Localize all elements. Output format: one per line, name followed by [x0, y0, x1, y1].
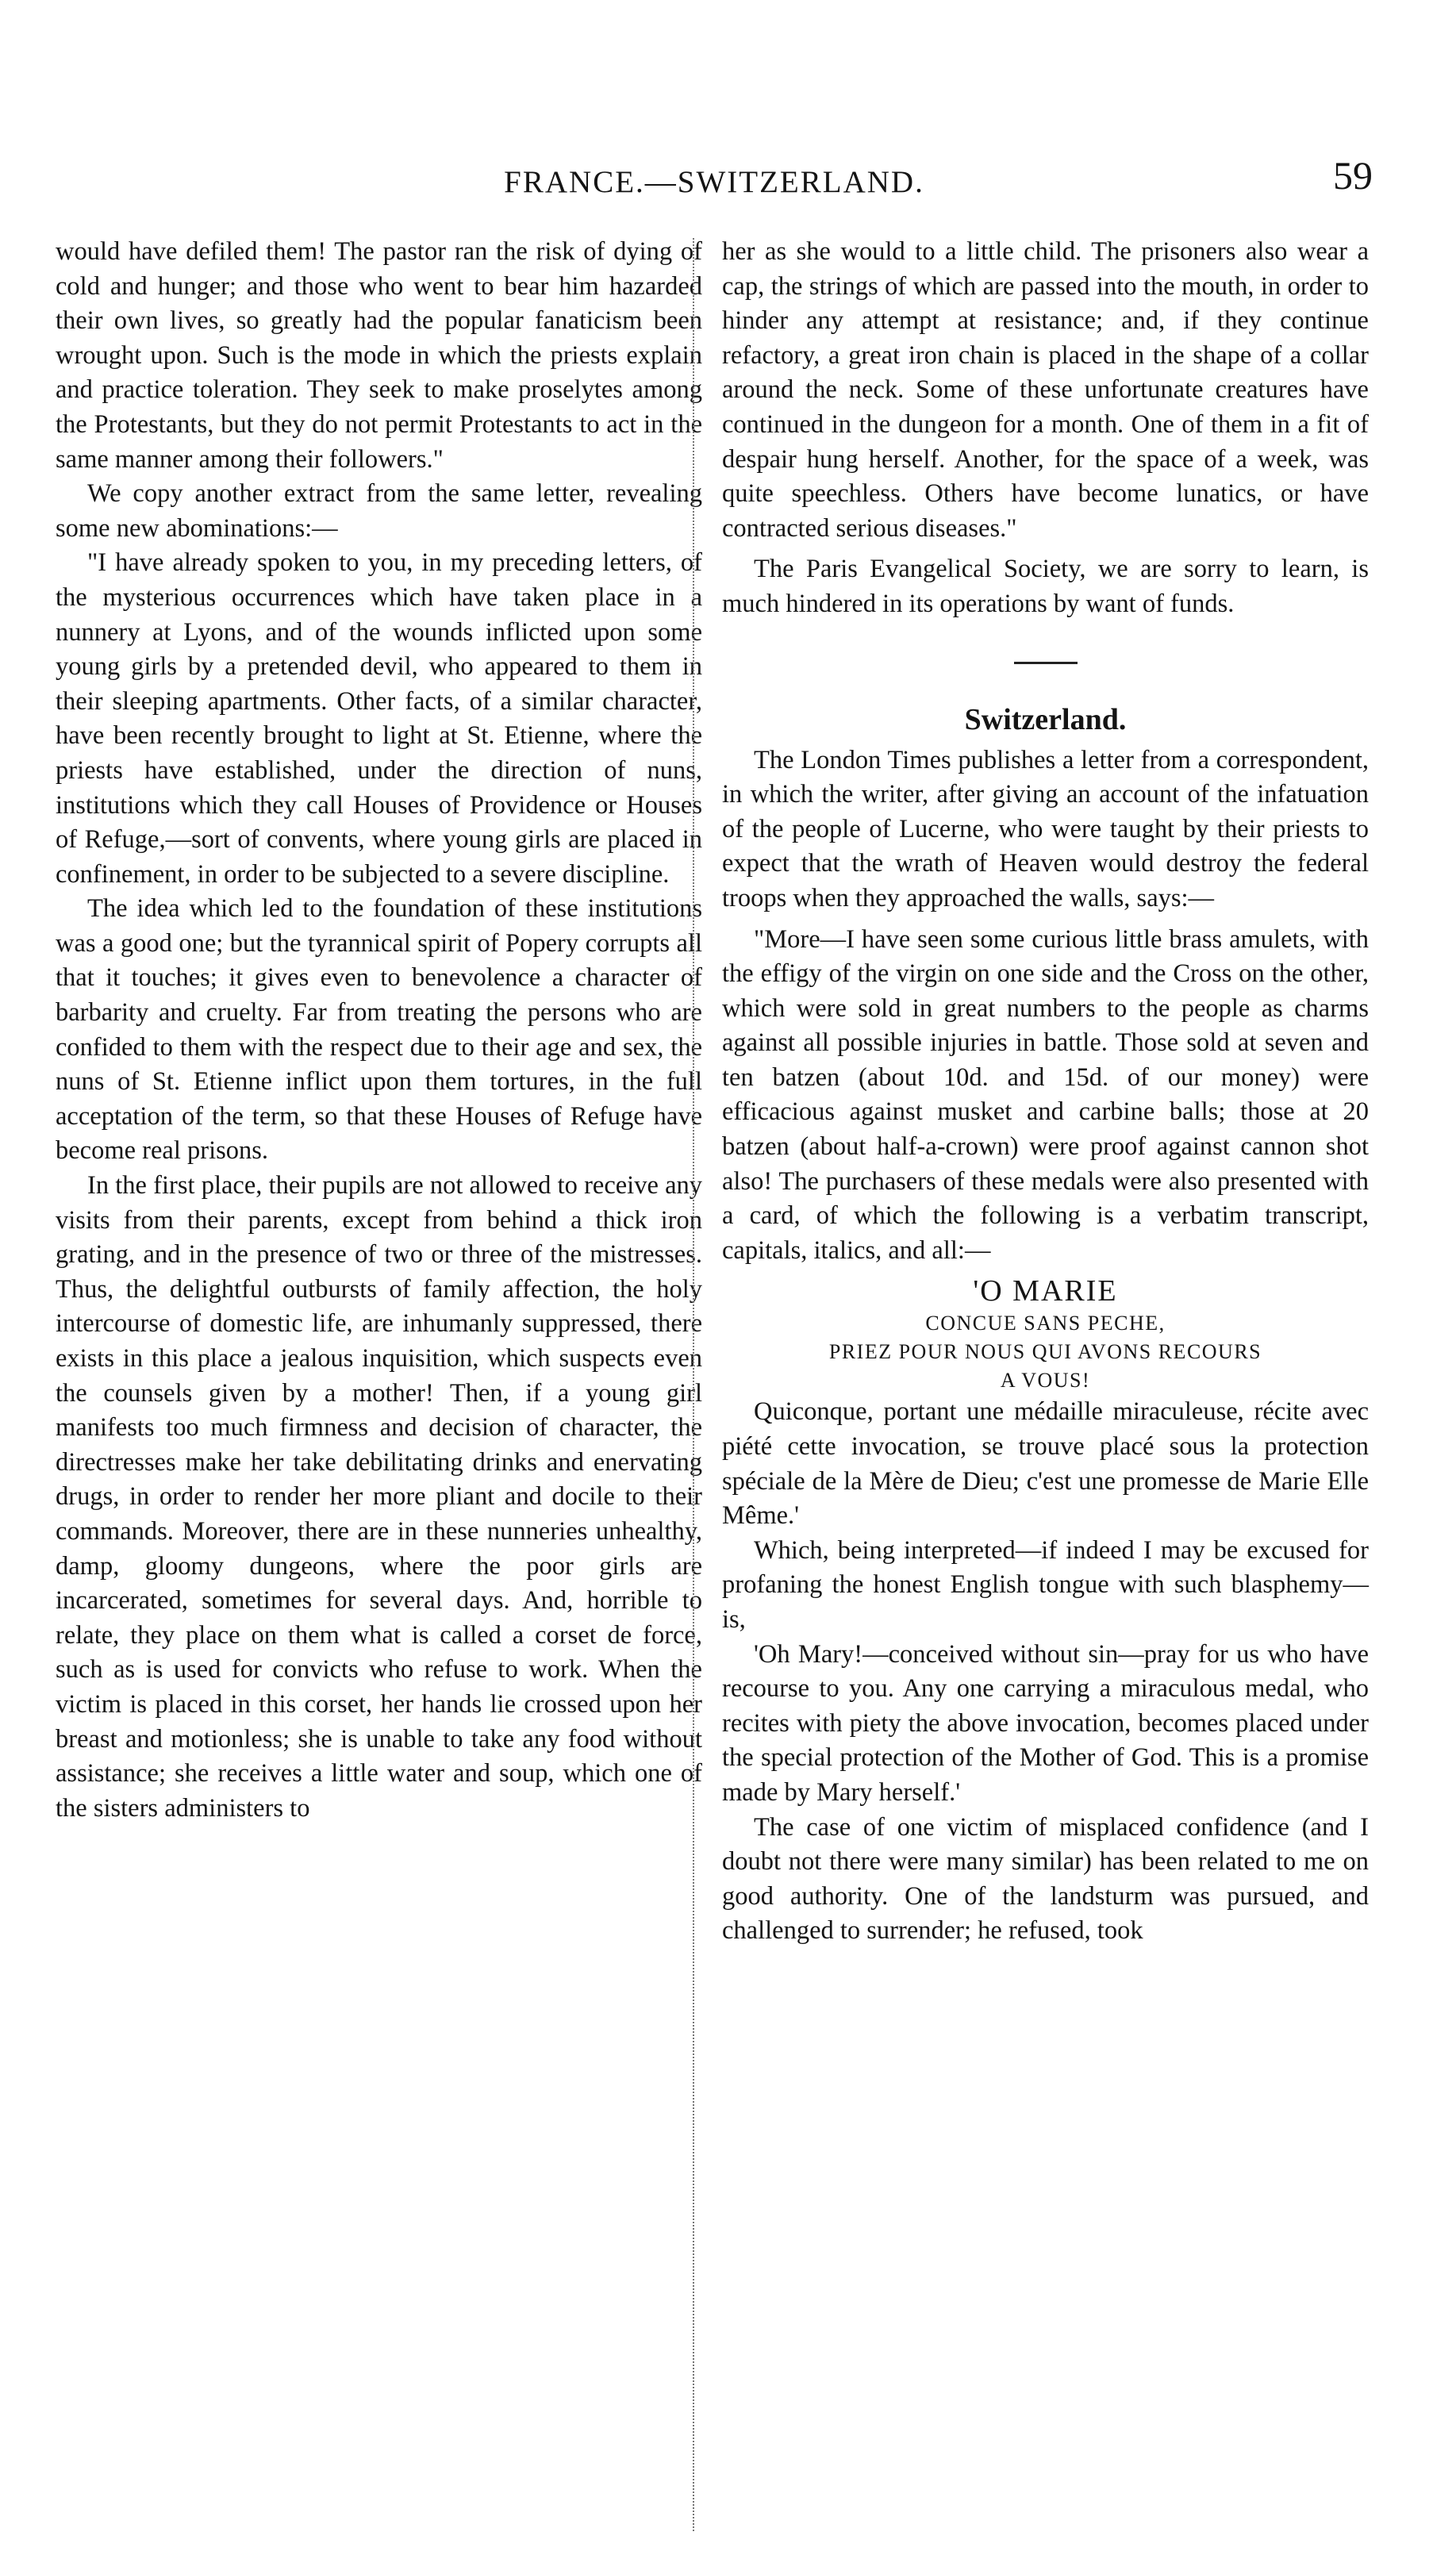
right-column [722, 235, 1369, 1949]
column-divider [693, 238, 694, 2531]
paragraph: "More—I have seen some curious little brass amulets, with the effigy of the virgin on one side and the Cross on the other, which were sold in great numbers to the people as charms against all possible injuries in battle. Those sold at seven and ten batzen (about 10d. and 15d. of our money) were efficacious against musket and carbine balls; those at 20 batzen (about half-a-crown) were proof against cannon shot also! The purchasers of these medals were also presented with a card, of which the following is a verbatim transcript, capitals, italics, and all:— [722, 924, 1369, 1265]
prayer-line: CONCUE SANS PECHE, [925, 1312, 1166, 1335]
paragraph: In the first place, their pupils are not allowed to receive any visits from their parents, except from behind a thick iron grating, and in the presence of two or three of the mistresses. Thus, the delightful outbursts of family affection, the holy intercourse of domestic life, are inhumanly suppressed, there exists in this place a jealous inquisition, which suspects even the counsels given by a mother! Then, if a young girl manifests too much firmness and decision of character, the directresses make her take debilitating drinks and enervating drugs, in order to render her more pliant and docile to their commands. Moreover, there are in these nunneries unhealthy, damp, gloomy dungeons, where the poor girls are incarcerated, sometimes for several days. And, horrible to relate, they place on them what is called a corset de force, such as is used for convicts who refuse to work. When the victim is placed in this corset, her hands lie crossed upon her breast and motionless; she is unable to take any food without assistance; she receives a little water and soup, which one of the sisters administers to [56, 1171, 702, 1823]
paragraph: her as she would to a little child. The prisoners also wear a cap, the strings of which are passed into the mouth, in order to hinder any attempt at resistance; and, if they continue refactory, a great iron chain is placed in the shape of a collar around the neck. Some of these unfortunate creatures have continued in the dungeon for a month. One of them in a fit of despair hung herself. Another, for the space of a week, was quite speechless. Others have become lunatics, or have contracted serious diseases." [722, 237, 1369, 543]
page-number: 59 [1333, 153, 1373, 198]
paragraph: "I have already spoken to you, in my preceding letters, of the mysterious occurrences which have taken place in a nunnery at Lyons, and of the wounds inflicted upon some young girls by a pretended devil, who appeared to them in their sleeping apartments. Other facts, of a similar character, have been recently brought to light at St. Etienne, where the priests have established, under the direction of nuns, institutions which they call Houses of Providence or Houses of Refuge,—sort of convents, where young girls are placed in confinement, in order to be subjected to a severe discipline. [56, 548, 702, 889]
section-heading: Switzerland. [964, 702, 1127, 736]
running-title: FRANCE.—SWITZERLAND. [504, 165, 924, 199]
paragraph: The idea which led to the foundation of these institutions was a good one; but the tyrannical spirit of Popery corrupts all that it touches; it gives even to benevolence a character of barbarity and cruelty. Far from treating the persons who are confided to them with the respect due to their age and sex, the nuns of St. Etienne inflict upon them tortures, in the full acceptation of the term, so that these Houses of Refuge have become real prisons. [56, 894, 702, 1166]
section-separator [1014, 662, 1078, 664]
running-header [56, 153, 1373, 219]
prayer-line: PRIEZ POUR NOUS QUI AVONS RECOURS [828, 1340, 1262, 1364]
left-column [56, 235, 702, 1826]
paragraph: Quiconque, portant une médaille miraculeuse, récite avec piété cette invocation, se trouve placé sous la protection spéciale de la Mère de Dieu; c'est une promesse de Marie Elle Même.' [722, 1397, 1369, 1531]
prayer-line: A VOUS! [1000, 1369, 1091, 1393]
paragraph: We copy another extract from the same letter, revealing some new abominations:— [56, 479, 702, 543]
paragraph: The case of one victim of misplaced confidence (and I doubt not there were many similar) has been related to me on good authority. One of the landsturm was pursued, and challenged to surrender; he refused, took [722, 1812, 1369, 1946]
paragraph: The Paris Evangelical Society, we are sorry to learn, is much hindered in its operations by want of funds. [722, 555, 1369, 618]
paragraph: The London Times publishes a letter from a correspondent, in which the writer, after giving an account of the infatuation of the people of Lucerne, who were taught by their priests to expect that the wrath of Heaven would destroy the federal troops when they approached the walls, says:— [722, 745, 1369, 912]
prayer-title: 'O MARIE [973, 1274, 1118, 1308]
paragraph: Which, being interpreted—if indeed I may be excused for profaning the honest English tongue with such blasphemy—is, [722, 1535, 1369, 1634]
paragraph: would have defiled them! The pastor ran the risk of dying of cold and hunger; and those who went to bear him hazarded their own lives, so greatly had the popular fanaticism been wrought upon. Such is the mode in which the priests explain and practice toleration. They seek to make proselytes among the Protestants, but they do not permit Protestants to act in the same manner among their followers." [56, 237, 702, 474]
paragraph: 'Oh Mary!—conceived without sin—pray for us who have recourse to you. Any one carrying a miraculous medal, who recites with piety the above invocation, becomes placed under the special protection of the Mother of God. This is a promise made by Mary herself.' [722, 1639, 1369, 1807]
